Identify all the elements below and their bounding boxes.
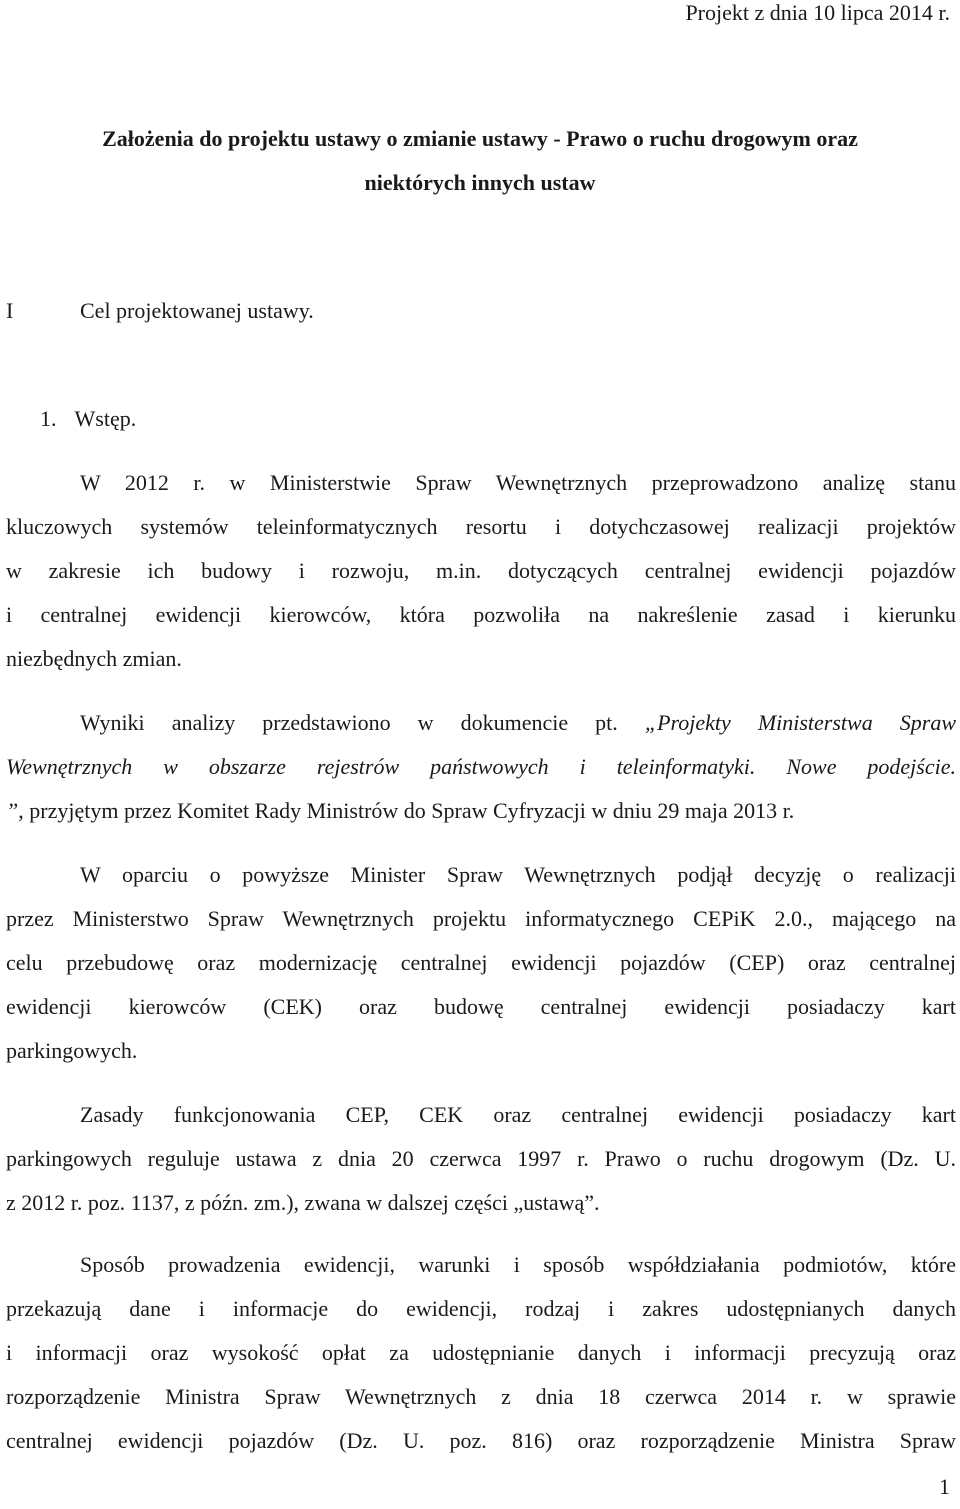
paragraph-2-text: Wyniki analizy przedstawiono w dokumencie pt.	[80, 710, 645, 735]
document-reference-title: „Projekty Ministerstwa Spraw	[644, 710, 957, 735]
document-title-line-2: niektórych innych ustaw	[364, 170, 596, 195]
paragraph-1-line: W 2012 r. w Ministerstwie Spraw Wewnętrznych przeprowadzono analizę stanu	[80, 470, 956, 495]
paragraph-3-line: W oparciu o powyższe Minister Spraw Wewnętrznych podjął decyzję o realizacji	[80, 862, 956, 887]
subsection-number: 1.	[40, 406, 57, 431]
paragraph-5-line: Sposób prowadzenia ewidencji, warunki i sposób współdziałania podmiotów, które	[80, 1252, 956, 1277]
paragraph-1-line: niezbędnych zmian.	[6, 646, 182, 671]
subsection-title: Wstęp.	[74, 406, 137, 431]
document-reference-title: Wewnętrznych w obszarze rejestrów państwowych i teleinformatyki. Nowe podejście.	[6, 754, 956, 779]
document-reference-title: ”	[6, 798, 19, 823]
document-date: Projekt z dnia 10 lipca 2014 r.	[685, 0, 950, 25]
paragraph-2-line	[80, 710, 956, 736]
paragraph-4-line: Zasady funkcjonowania CEP, CEK oraz centralnej ewidencji posiadaczy kart	[80, 1102, 956, 1127]
paragraph-3-line: przez Ministerstwo Spraw Wewnętrznych projektu informatycznego CEPiK 2.0., mającego na	[6, 906, 956, 931]
section-title: Cel projektowanej ustawy.	[80, 298, 314, 323]
paragraph-1-line: i centralnej ewidencji kierowców, która pozwoliła na nakreślenie zasad i kierunku	[6, 602, 956, 627]
paragraph-2-text: , przyjętym przez Komitet Rady Ministrów do Spraw Cyfryzacji w dniu 29 maja 2013 r.	[18, 798, 795, 823]
paragraph-5-line: centralnej ewidencji pojazdów (Dz. U. poz. 816) oraz rozporządzenie Ministra Spraw	[6, 1428, 956, 1453]
paragraph-1-line: w zakresie ich budowy i rozwoju, m.in. dotyczących centralnej ewidencji pojazdów	[6, 558, 956, 583]
paragraph-1-line: kluczowych systemów teleinformatycznych resortu i dotychczasowej realizacji projektów	[6, 514, 956, 539]
paragraph-5-line: i informacji oraz wysokość opłat za udostępnianie danych i informacji precyzują oraz	[6, 1340, 956, 1365]
paragraph-5-line: przekazują dane i informacje do ewidencji, rodzaj i zakres udostępnianych danych	[6, 1296, 956, 1321]
paragraph-3-line: parkingowych.	[6, 1038, 138, 1063]
section-number: I	[6, 298, 14, 323]
subsection-heading	[40, 406, 136, 432]
paragraph-2-line	[6, 798, 956, 824]
paragraph-3-line: celu przebudowę oraz modernizację centralnej ewidencji pojazdów (CEP) oraz centralnej	[6, 950, 956, 975]
document-title-line-1: Założenia do projektu ustawy o zmianie ustawy - Prawo o ruchu drogowym oraz	[102, 126, 858, 151]
paragraph-4-line: parkingowych reguluje ustawa z dnia 20 czerwca 1997 r. Prawo o ruchu drogowym (Dz. U.	[6, 1146, 956, 1171]
paragraph-4-line: z 2012 r. poz. 1137, z późn. zm.), zwana w dalszej części „ustawą”.	[6, 1190, 600, 1215]
paragraph-3-line: ewidencji kierowców (CEK) oraz budowę centralnej ewidencji posiadaczy kart	[6, 994, 956, 1019]
page-number: 1	[939, 1474, 950, 1499]
paragraph-5-line: rozporządzenie Ministra Spraw Wewnętrznych z dnia 18 czerwca 2014 r. w sprawie	[6, 1384, 956, 1409]
